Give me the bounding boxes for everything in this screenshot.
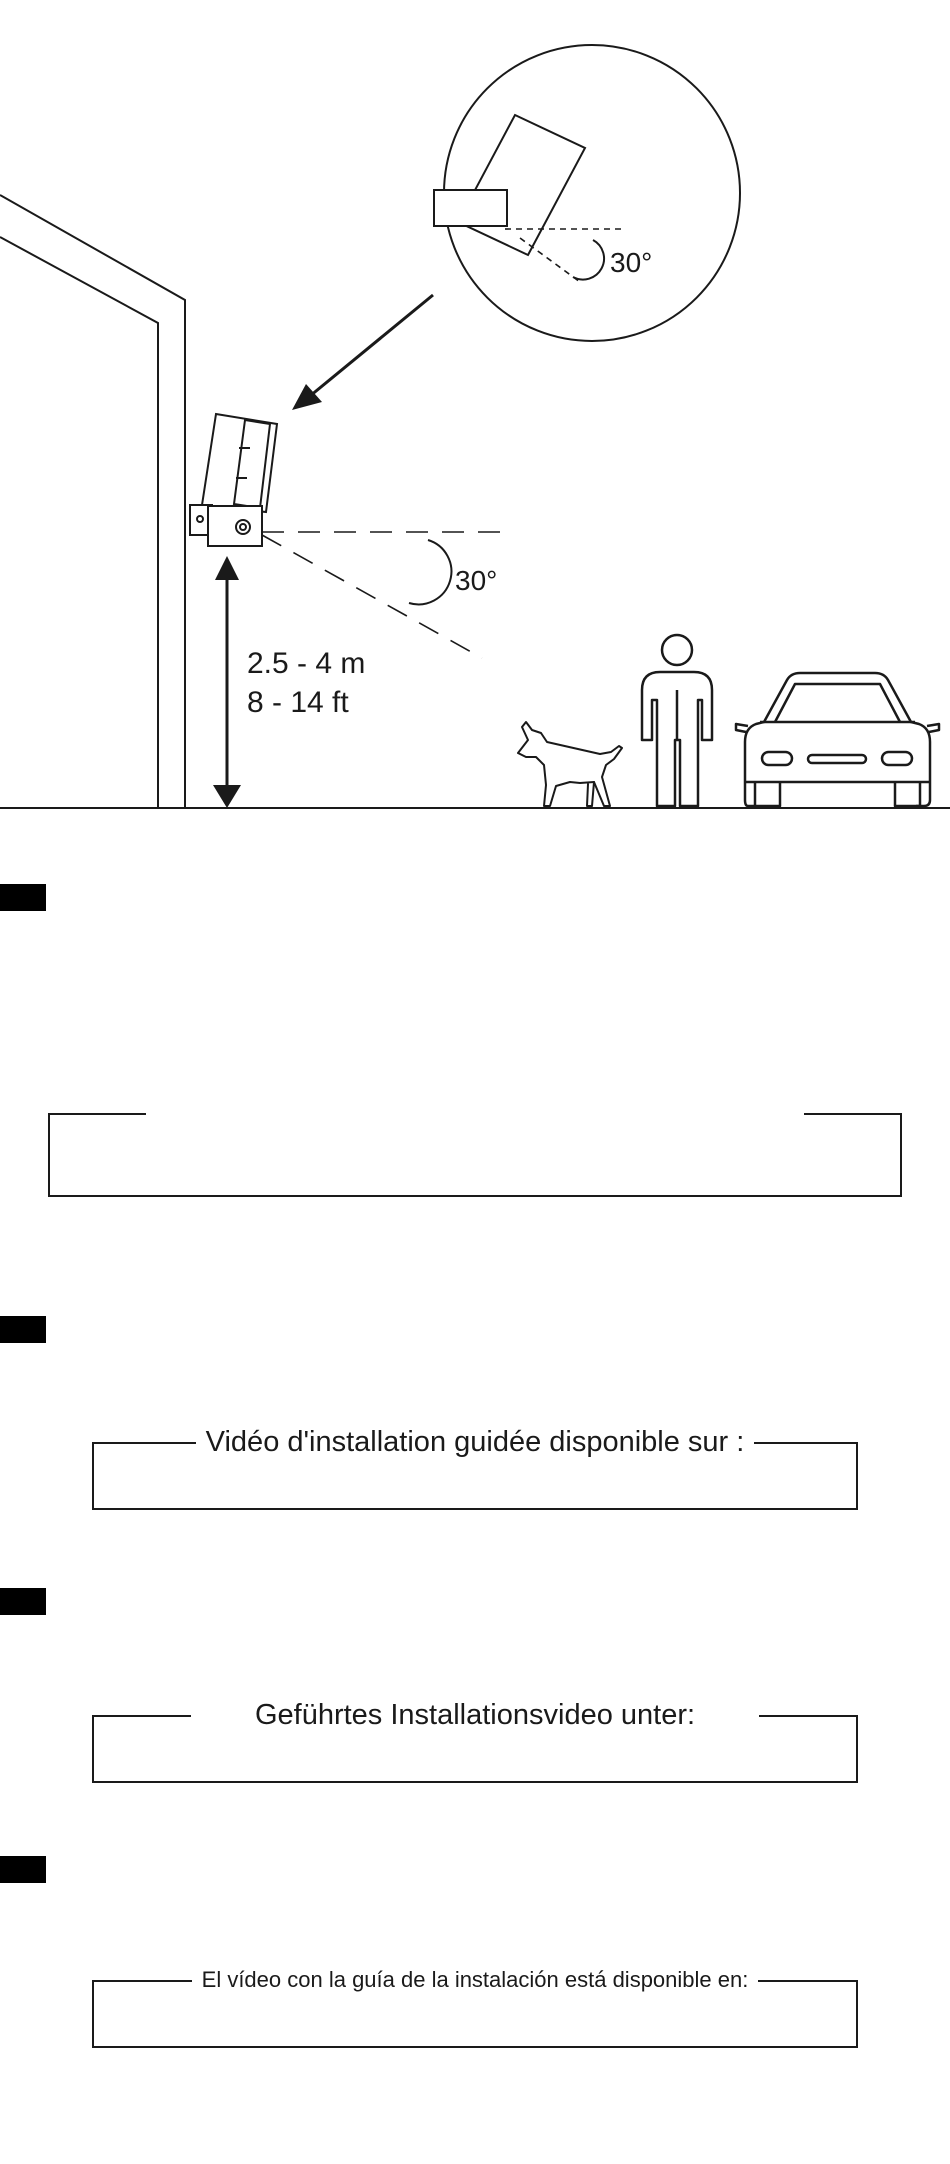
installation-diagram — [0, 0, 950, 820]
language-marker-1 — [0, 884, 46, 911]
car-figure — [736, 673, 939, 806]
pointer-arrow — [292, 295, 433, 410]
language-marker-3 — [0, 1588, 46, 1615]
height-metric-label: 2.5 - 4 m — [247, 647, 366, 680]
video-box-2 — [92, 1426, 858, 1510]
video-box-3-label: Geführtes Installationsvideo unter: — [191, 1699, 759, 1731]
detail-magnifier — [434, 45, 740, 341]
house-wall — [0, 195, 185, 808]
video-box-1-gap — [146, 1112, 804, 1118]
video-box-1 — [48, 1113, 902, 1197]
height-imperial-label: 8 - 14 ft — [247, 686, 349, 719]
language-marker-4 — [0, 1856, 46, 1883]
video-box-2-label: Vidéo d'installation guidée disponible sur : — [196, 1426, 755, 1458]
video-box-3 — [92, 1699, 858, 1783]
video-box-4-label: El vídeo con la guía de la instalación está disponible en: — [192, 1967, 759, 1992]
detail-angle-label: 30° — [610, 247, 653, 278]
language-marker-2 — [0, 1316, 46, 1343]
dog-figure — [518, 722, 622, 806]
video-box-4 — [92, 1967, 858, 2048]
person-figure — [642, 635, 712, 806]
height-arrow — [213, 556, 241, 808]
view-angle-label: 30° — [455, 565, 498, 596]
camera-unit — [190, 414, 277, 546]
